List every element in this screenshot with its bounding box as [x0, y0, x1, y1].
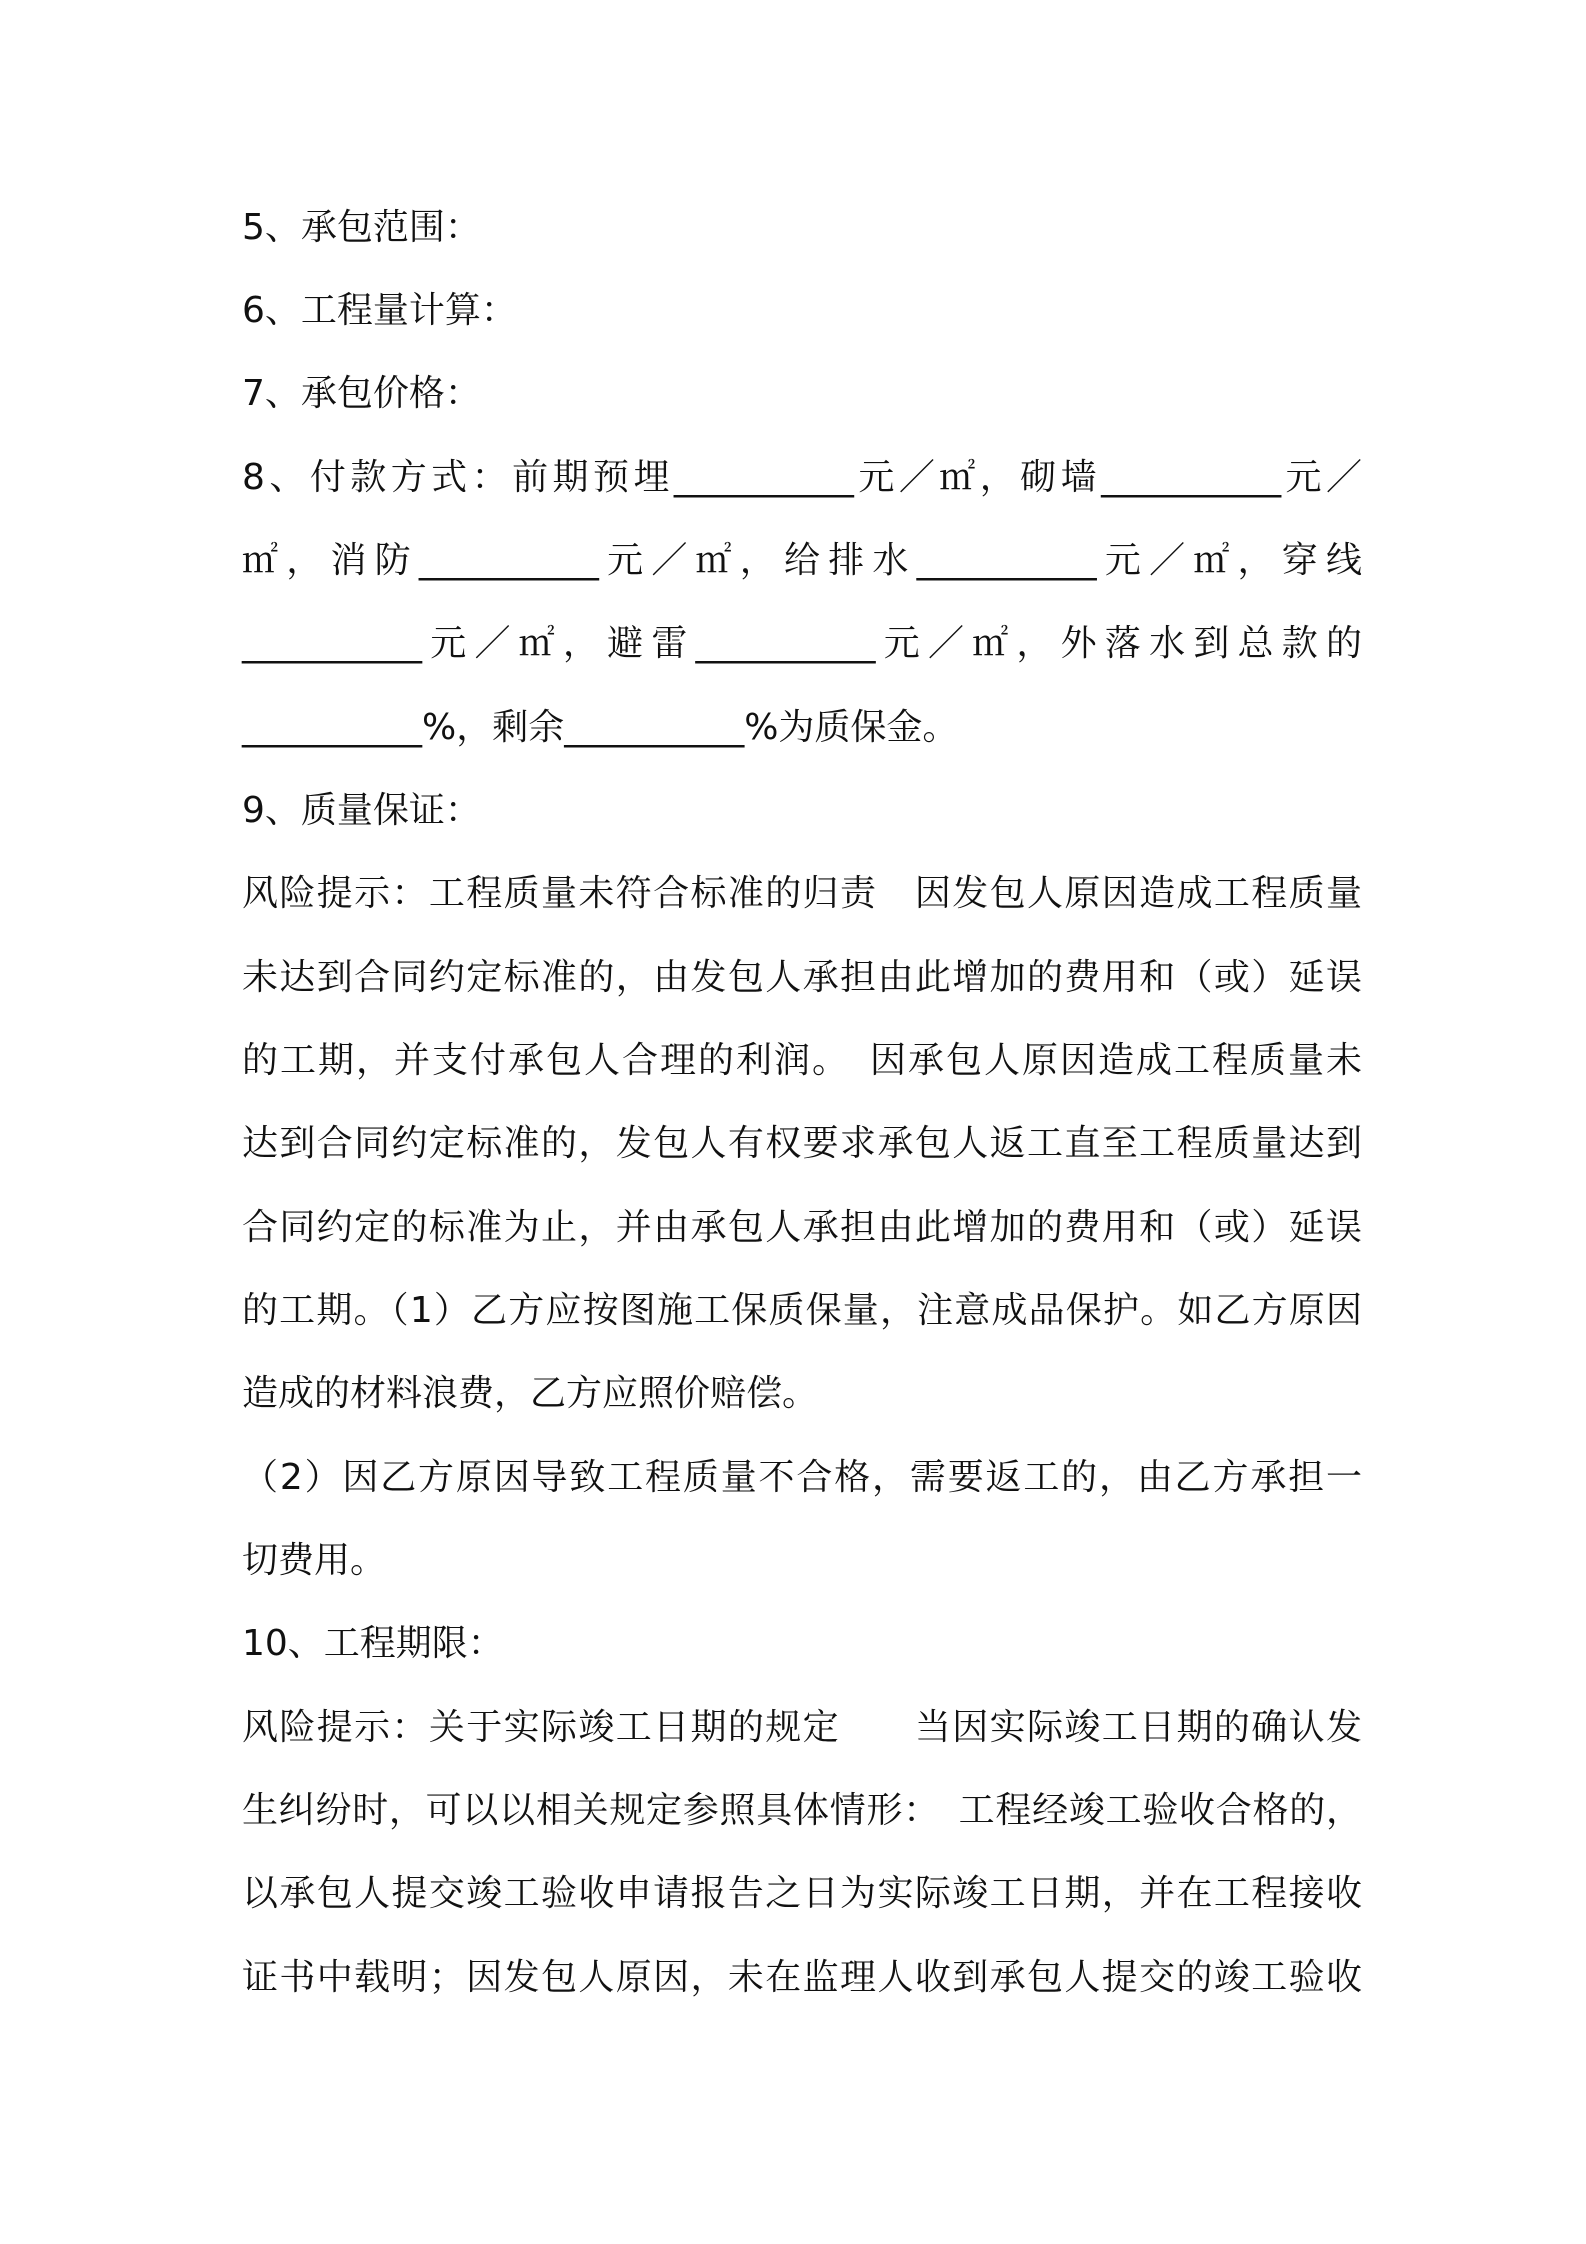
quality-paragraph-line-4: 达到合同约定标准的，发包人有权要求承包人返工直至工程质量达到 [242, 1123, 1362, 1164]
quality-paragraph-line-1: 风险提示：工程质量未符合标准的归责 因发包人原因造成工程质量 [242, 873, 1362, 914]
heading-project-duration: 10、工程期限： [242, 1623, 504, 1664]
payment-line-1: 8、付款方式：前期预埋__________元／㎡，砌墙__________元／ [242, 457, 1362, 498]
quality-paragraph-line-7: 造成的材料浪费，乙方应照价赔偿。 [242, 1373, 819, 1414]
quality-clause-2-line-1: （2）因乙方原因导致工程质量不合格，需要返工的，由乙方承担一 [242, 1457, 1362, 1498]
heading-contract-price: 7、承包价格： [242, 373, 481, 414]
quality-paragraph-line-2: 未达到合同约定标准的，由发包人承担由此增加的费用和（或）延误 [242, 957, 1362, 998]
quality-paragraph-line-3: 的工期，并支付承包人合理的利润。 因承包人原因造成工程质量未 [242, 1040, 1362, 1081]
duration-paragraph-line-3: 以承包人提交竣工验收申请报告之日为实际竣工日期，并在工程接收 [242, 1873, 1362, 1914]
heading-scope: 5、承包范围： [242, 207, 481, 248]
payment-line-2: ㎡，消防__________元／㎡，给排水__________元／㎡，穿线 [242, 540, 1362, 581]
payment-line-3: __________元／㎡，避雷__________元／㎡，外落水到总款的 [242, 623, 1362, 664]
quality-clause-2-line-2: 切费用。 [242, 1540, 387, 1581]
payment-line-4: __________%，剩余__________%为质保金。 [242, 707, 959, 748]
duration-paragraph-line-1: 风险提示：关于实际竣工日期的规定 当因实际竣工日期的确认发 [242, 1707, 1362, 1748]
quality-paragraph-line-5: 合同约定的标准为止，并由承包人承担由此增加的费用和（或）延误 [242, 1207, 1362, 1248]
quality-paragraph-line-6: 的工期。（1）乙方应按图施工保质保量，注意成品保护。如乙方原因 [242, 1290, 1362, 1331]
heading-quality-guarantee: 9、质量保证： [242, 790, 481, 831]
heading-quantity-calculation: 6、工程量计算： [242, 290, 517, 331]
duration-paragraph-line-2: 生纠纷时，可以以相关规定参照具体情形： 工程经竣工验收合格的， [242, 1790, 1362, 1831]
duration-paragraph-line-4: 证书中载明；因发包人原因，未在监理人收到承包人提交的竣工验收 [242, 1957, 1362, 1998]
